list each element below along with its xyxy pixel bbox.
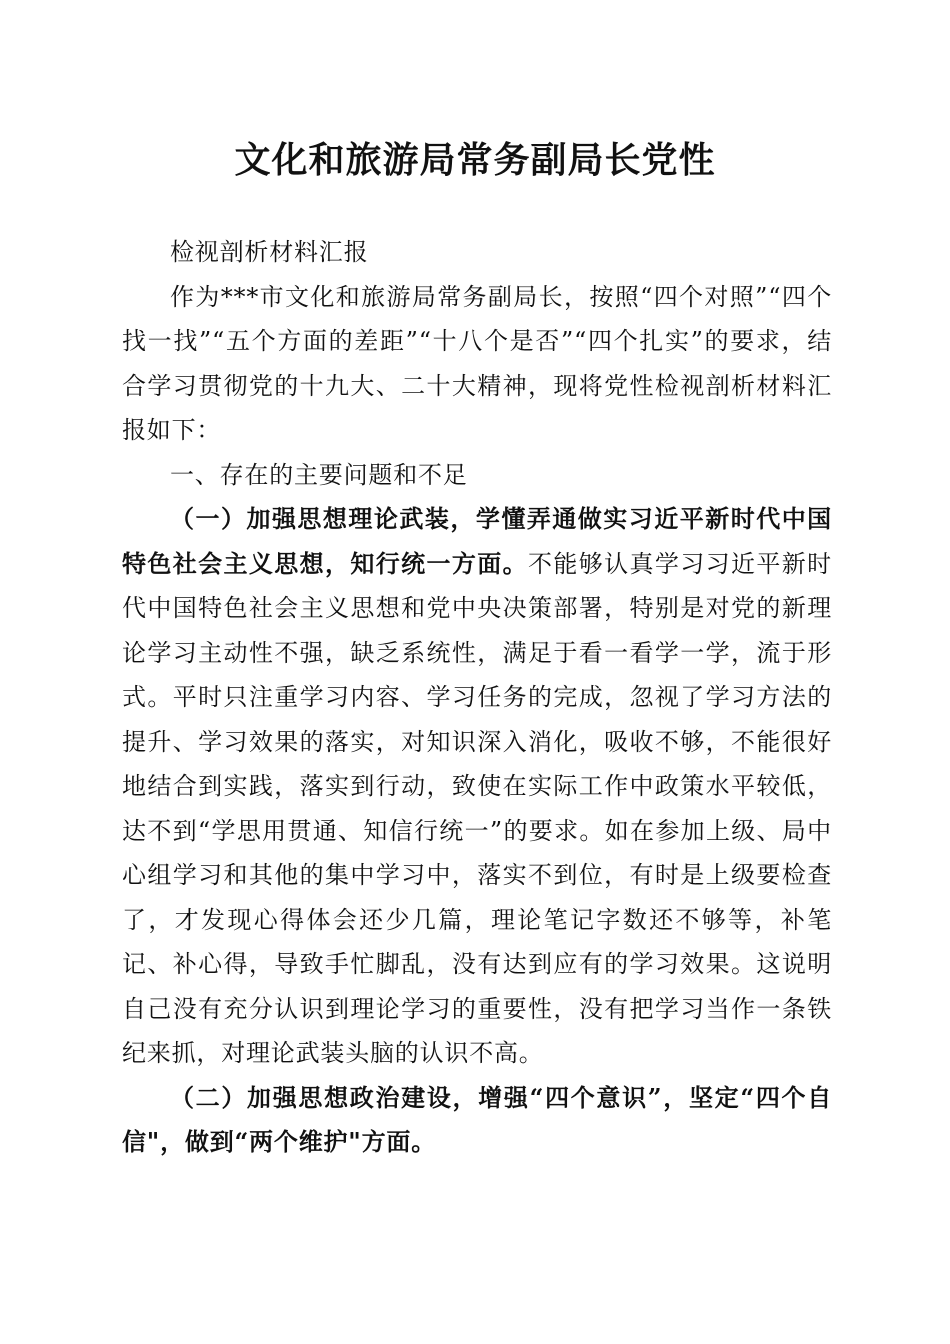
item-1-body: 不能够认真学习习近平新时代中国特色社会主义思想和党中央决策部署，特别是对党的新理论学习主动性不强，缺乏系统性，满足于看一看学一学，流于形式。平时只注重学习内容、学习任务的完成，忽视了学习方法的提升、学习效果的落实，对知识深入消化，吸收不够，不能很好地结合到实践，落实到行动，致使在实际工作中政策水平较低，达不到“学思用贯通、知信行统一”的要求。如在参加上级、局中心组学习和其他的集中学习中，落实不到位，有时是上级要检查了，才发现心得体会还少几篇，理论笔记字数还不够等，补笔记、补心得，导致手忙脚乱，没有达到应有的学习效果。这说明自己没有充分认识到理论学习的重要性，没有把学习当作一条铁纪来抓，对理论武装头脑的认识不高。 [122, 549, 832, 1067]
document-title: 文化和旅游局常务副局长党性 [234, 139, 716, 181]
section-heading: 一、存在的主要问题和不足 [170, 460, 468, 489]
document-subtitle: 检视剖析材料汇报 [170, 238, 369, 266]
item-2-lead: （二）加强思想政治建设，增强“四个意识”，坚定“四个自信"，做到“两个维护"方面。 [122, 1082, 832, 1156]
intro-paragraph: 作为***市文化和旅游局常务副局长，按照“四个对照”“四个找一找”“五个方面的差距”“十八个是否”“四个扎实”的要求，结合学习贯彻党的十九大、二十大精神，现将党性检视剖析材料汇报如下： [122, 282, 832, 444]
item-1-paragraph [122, 497, 832, 1076]
item-1-lead: （一）加强思想理论武装，学懂弄通做实习近平新时代中国特色社会主义思想，知行统一方面。 [122, 504, 832, 578]
document-body [122, 230, 832, 1165]
